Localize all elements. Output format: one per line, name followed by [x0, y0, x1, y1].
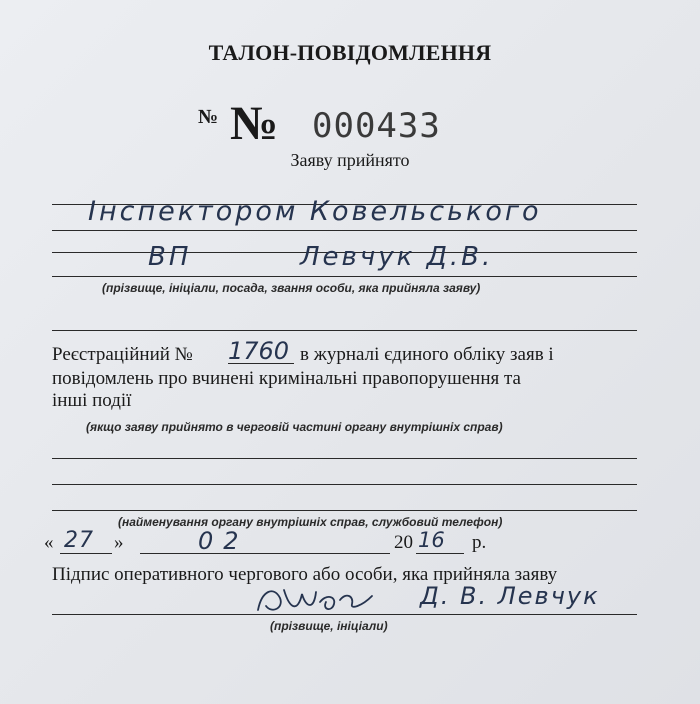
number-symbol: №	[230, 97, 279, 150]
date-day: 27	[64, 528, 94, 553]
rule-line	[52, 276, 637, 277]
handwritten-name: Левчук Д.В.	[300, 242, 494, 272]
rule-line	[52, 458, 637, 459]
caption-org: (найменування органу внутрішніх справ, службовий телефон)	[118, 515, 503, 529]
reg-suffix: в журналі єдиного обліку заяв і	[300, 344, 554, 365]
reg-number-underline	[228, 363, 294, 364]
caption-person: (прізвище, ініціали, посада, звання особи, яка прийняла заяву)	[102, 281, 481, 295]
year-underline	[416, 553, 464, 554]
date-month-underline	[140, 553, 390, 554]
form-title: ТАЛОН-ПОВІДОМЛЕННЯ	[208, 40, 492, 65]
rule-line	[52, 230, 637, 231]
signature-name: Д. В. Левчук	[420, 582, 600, 610]
accepted-text: Заяву прийнято	[290, 150, 410, 170]
date-day-underline	[60, 553, 112, 554]
date-month: 02	[198, 527, 249, 555]
rule-line	[52, 484, 637, 485]
caption-signature: (прізвище, ініціали)	[270, 619, 388, 633]
rule-line	[52, 510, 637, 511]
date-close-quote: »	[114, 532, 124, 553]
year-prefix: 20	[394, 532, 413, 553]
caption-duty: (якщо заяву прийнято в черговій частині органу внутрішніх справ)	[86, 420, 503, 434]
signature-label: Підпис оперативного чергового або особи, яка прийняла заяву	[52, 564, 558, 585]
reg-line2: повідомлень про вчинені кримінальні правопорушення та	[52, 368, 521, 389]
rule-line	[52, 614, 637, 615]
date-open-quote: «	[44, 532, 54, 553]
year-suffix: 16	[418, 528, 445, 552]
rule-line	[52, 330, 637, 331]
serial-number: 000433	[312, 106, 441, 146]
reg-prefix: Реєстраційний №	[52, 344, 193, 365]
handwritten-inspector: Інспектором Ковельського	[88, 196, 542, 227]
year-unit: р.	[472, 532, 487, 553]
number-label: №	[198, 106, 219, 128]
reg-number: 1760	[228, 337, 290, 365]
handwritten-unit: ВП	[148, 242, 192, 272]
reg-line3: інші події	[52, 390, 132, 411]
